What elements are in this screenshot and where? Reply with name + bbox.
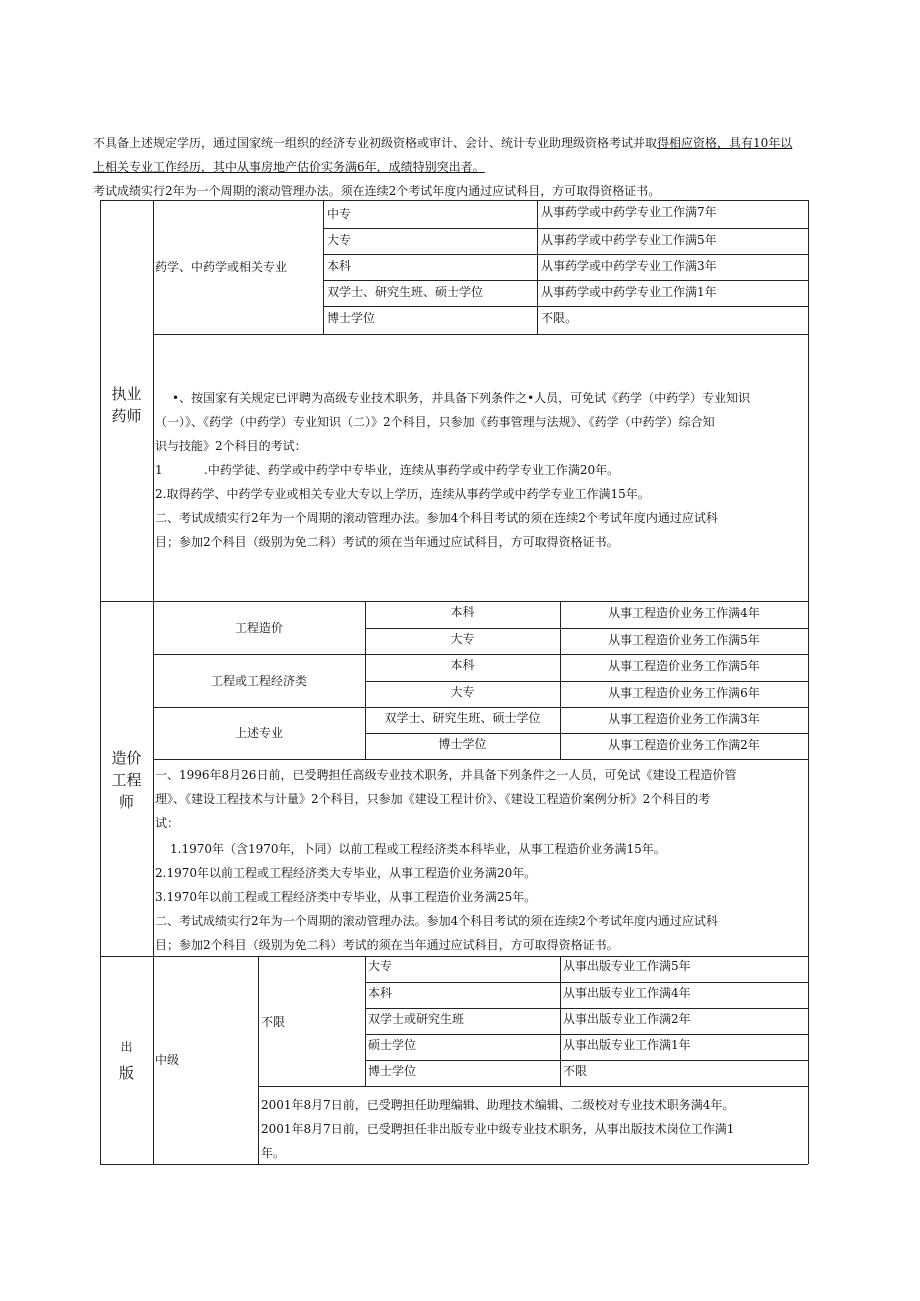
publishing-degree: 大专 (368, 959, 393, 973)
cost-engineer-category: 造价 工程 师 (111, 749, 142, 811)
pharmacist-requirement: 从事药学或中药学专业工作满7年 (541, 205, 717, 219)
pharmacist-degree: 博士学位 (327, 311, 376, 325)
pharmacist-requirement: 从事药学或中药学专业工作满1年 (541, 285, 717, 299)
cost-requirement: 从事工程造价业务工作满6年 (608, 686, 760, 700)
intro-line-2: 上相关专业工作经历，其中从事房地产估价实务满6年，成绩特别突出者。 (93, 160, 485, 174)
publishing-requirement: 从事出版专业工作满4年 (563, 986, 691, 1000)
publishing-degree: 硕士学位 (368, 1038, 417, 1052)
intro-line-1-a: 不具备上述规定学历，通过国家统一组织的经济专业初级资格或审计、会计、统计专业助理级资格考试并取 (93, 136, 658, 150)
cost-degree: 双学士、研究生班、硕士学位 (384, 711, 541, 725)
publishing-requirement: 不限 (563, 1064, 588, 1078)
cost-degree: 大专 (450, 685, 475, 699)
cost-requirement: 从事工程造价业务工作满2年 (608, 738, 760, 752)
publishing-degree: 双学士或研究生班 (368, 1012, 465, 1026)
pharmacist-requirement: 从事药学或中药学专业工作满5年 (541, 233, 717, 247)
cost-requirement: 从事工程造价业务工作满5年 (608, 633, 760, 647)
pharmacist-requirement: 从事药学或中药学专业工作满3年 (541, 259, 717, 273)
cost-major: 工程造价 (234, 621, 283, 635)
pharmacist-degree: 中专 (327, 207, 352, 221)
publishing-category: 出 版 (118, 1040, 134, 1082)
cost-major: 上述专业 (234, 726, 283, 740)
cost-degree: 大专 (450, 632, 475, 646)
cost-requirement: 从事工程造价业务工作满5年 (608, 659, 760, 673)
pharmacist-degree: 双学士、研究生班、硕士学位 (327, 285, 484, 299)
publishing-degree: 博士学位 (368, 1064, 417, 1078)
pharmacist-requirement: 不限。 (541, 311, 578, 325)
publishing-major: 不限 (261, 1015, 286, 1029)
publishing-requirement: 从事出版专业工作满2年 (563, 1012, 691, 1026)
pharmacist-category: 执业 药师 (111, 385, 142, 425)
publishing-level: 中级 (155, 1053, 180, 1067)
cost-degree: 博士学位 (438, 737, 487, 751)
intro-line-1-b: 得相应资格，具有10年以 (657, 136, 793, 150)
pharmacist-major: 药学、中药学或相关专业 (155, 260, 288, 274)
pharmacist-degree: 大专 (327, 233, 352, 247)
intro-line-3: 考试成绩实行2年为一个周期的滚动管理办法。须在连续2个考试年度内通过应试科目，方可取得资格证书。 (93, 184, 661, 198)
publishing-requirement: 从事出版专业工作满1年 (563, 1038, 691, 1052)
publishing-requirement: 从事出版专业工作满5年 (563, 959, 691, 973)
pharmacist-degree: 本科 (327, 259, 352, 273)
cost-requirement: 从事工程造价业务工作满4年 (608, 606, 760, 620)
cost-degree: 本科 (450, 658, 475, 672)
publishing-degree: 本科 (368, 986, 393, 1000)
cost-degree: 本科 (450, 605, 475, 619)
intro-line-1 (93, 135, 792, 151)
cost-major: 工程或工程经济类 (210, 674, 307, 688)
cost-requirement: 从事工程造价业务工作满3年 (608, 712, 760, 726)
